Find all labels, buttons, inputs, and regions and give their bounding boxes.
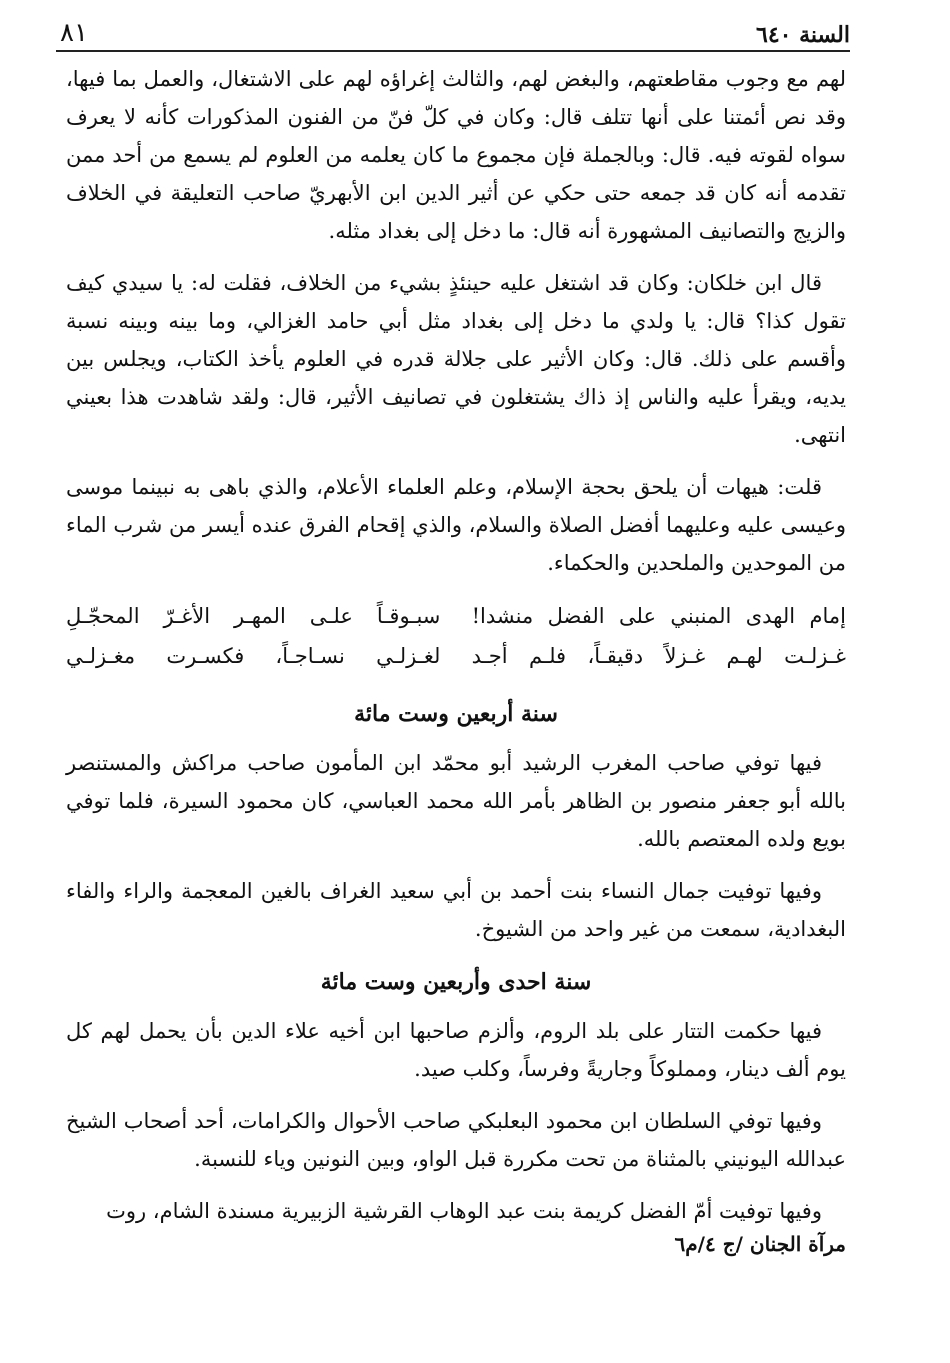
verse-line-1 xyxy=(66,596,846,636)
page-number: ٨١ xyxy=(60,18,88,48)
running-title-year: السنة ٦٤٠ xyxy=(756,22,850,48)
paragraph-5: وفيها توفيت جمال النساء بنت أحمد بن أبي سعيد الغراف بالغين المعجمة والراء والفاء البغدادية، سمعت من غير واحد من الشيوخ. xyxy=(66,879,846,941)
poem xyxy=(66,596,846,676)
page-footer: مرآة الجنان /ج ٤/م٦ xyxy=(674,1232,846,1256)
verse-2-second-hemistich: لغـزلـي نسـاجـاً، فكسـرت مغـزلـي xyxy=(66,644,441,668)
verse-2-first-hemistich: غـزلـت لهـم غـزلاً دقيقـاً، فلـم أجـد xyxy=(471,644,846,668)
paragraph-1: لهم مع وجوب مقاطعتهم، والبغض لهم، والثالث إغراؤه لهم على الاشتغال، والعمل بما فيها، وقد نص أئمتنا على أنها تتلف قال: وكان في كلّ فنّ من الفنون المذكورات كأنه لا يعرف سواه لقوته فيه. قال: وبالجملة فإن مجموع ما كان يعلمه من العلوم لم يسمع من أحد ممن تقدمه أنه كان قد جمعه حتى حكي عن أثير الدين ابن الأبهريّ صاحب التعليقة في الخلاف والزيج والتصانيف المشهورة أنه قال: ما دخل إلى بغداد مثله. xyxy=(66,67,846,243)
paragraph-4: فيها توفي صاحب المغرب الرشيد أبو محمّد ابن المأمون صاحب مراكش والمستنصر بالله أبو جعفر منصور بن الظاهر بأمر الله محمد العباسي، كان محمود السيرة، فلما توفي بويع ولده المعتصم بالله. xyxy=(66,751,846,851)
section-heading-640: سنة أربعين وست مائة xyxy=(354,701,558,727)
paragraph-7: وفيها توفي السلطان ابن محمود البعلبكي صاحب الأحوال والكرامات، أحد أصحاب الشيخ عبدالله اليونيني بالمثناة من تحت مكررة قبل الواو، وبين النونين وياء للنسبة. xyxy=(66,1109,846,1171)
paragraph-3: قلت: هيهات أن يلحق بحجة الإسلام، وعلم العلماء الأعلام، والذي باهى به نبينما موسى وعيسى عليه وعليهما أفضل الصلاة والسلام، والذي إقحام الفرق عنده أيسر من شرب الماء من الموحدين والملحدين والحكماء. xyxy=(66,475,846,575)
paragraph-6: فيها حكمت التتار على بلد الروم، وألزم صاحبها ابن أخيه علاء الدين بأن يحمل لهم كل يوم ألف دينار، ومملوكاً وجاريةً وفرساً، وكلب صيد. xyxy=(66,1019,846,1081)
header-rule xyxy=(56,50,850,52)
section-heading-641: سنة احدى وأربعين وست مائة xyxy=(320,969,592,995)
paragraph-8: وفيها توفيت أمّ الفضل كريمة بنت عبد الوهاب القرشية الزبيرية مسندة الشام، روت xyxy=(106,1199,822,1223)
verse-1-second-hemistich: سبـوقـاً علـى المهـر الأغـرّ المحجّـلِ xyxy=(66,604,441,628)
verse-line-2 xyxy=(66,636,846,676)
paragraph-2: قال ابن خلكان: وكان قد اشتغل عليه حينئذٍ بشيء من الخلاف، فقلت له: يا سيدي كيف تقول كذا؟ قال: يا ولدي ما دخل إلى بغداد مثل أبي حامد الغزالي، وما بينه وبينه نسبة وأقسم على ذلك. قال: وكان الأثير على جلالة قدره في العلوم يأخذ الكتاب، ويجلس بين يديه، ويقرأ عليه والناس إذ ذاك يشتغلون في تصانيف الأثير، قال: ولقد شاهدت هذا بعيني انتهى. xyxy=(66,271,846,447)
page-body xyxy=(66,60,846,1244)
page-header xyxy=(60,8,850,48)
verse-1-first-hemistich: إمام الهدى المنبني على الفضل منشدا! xyxy=(471,604,846,628)
